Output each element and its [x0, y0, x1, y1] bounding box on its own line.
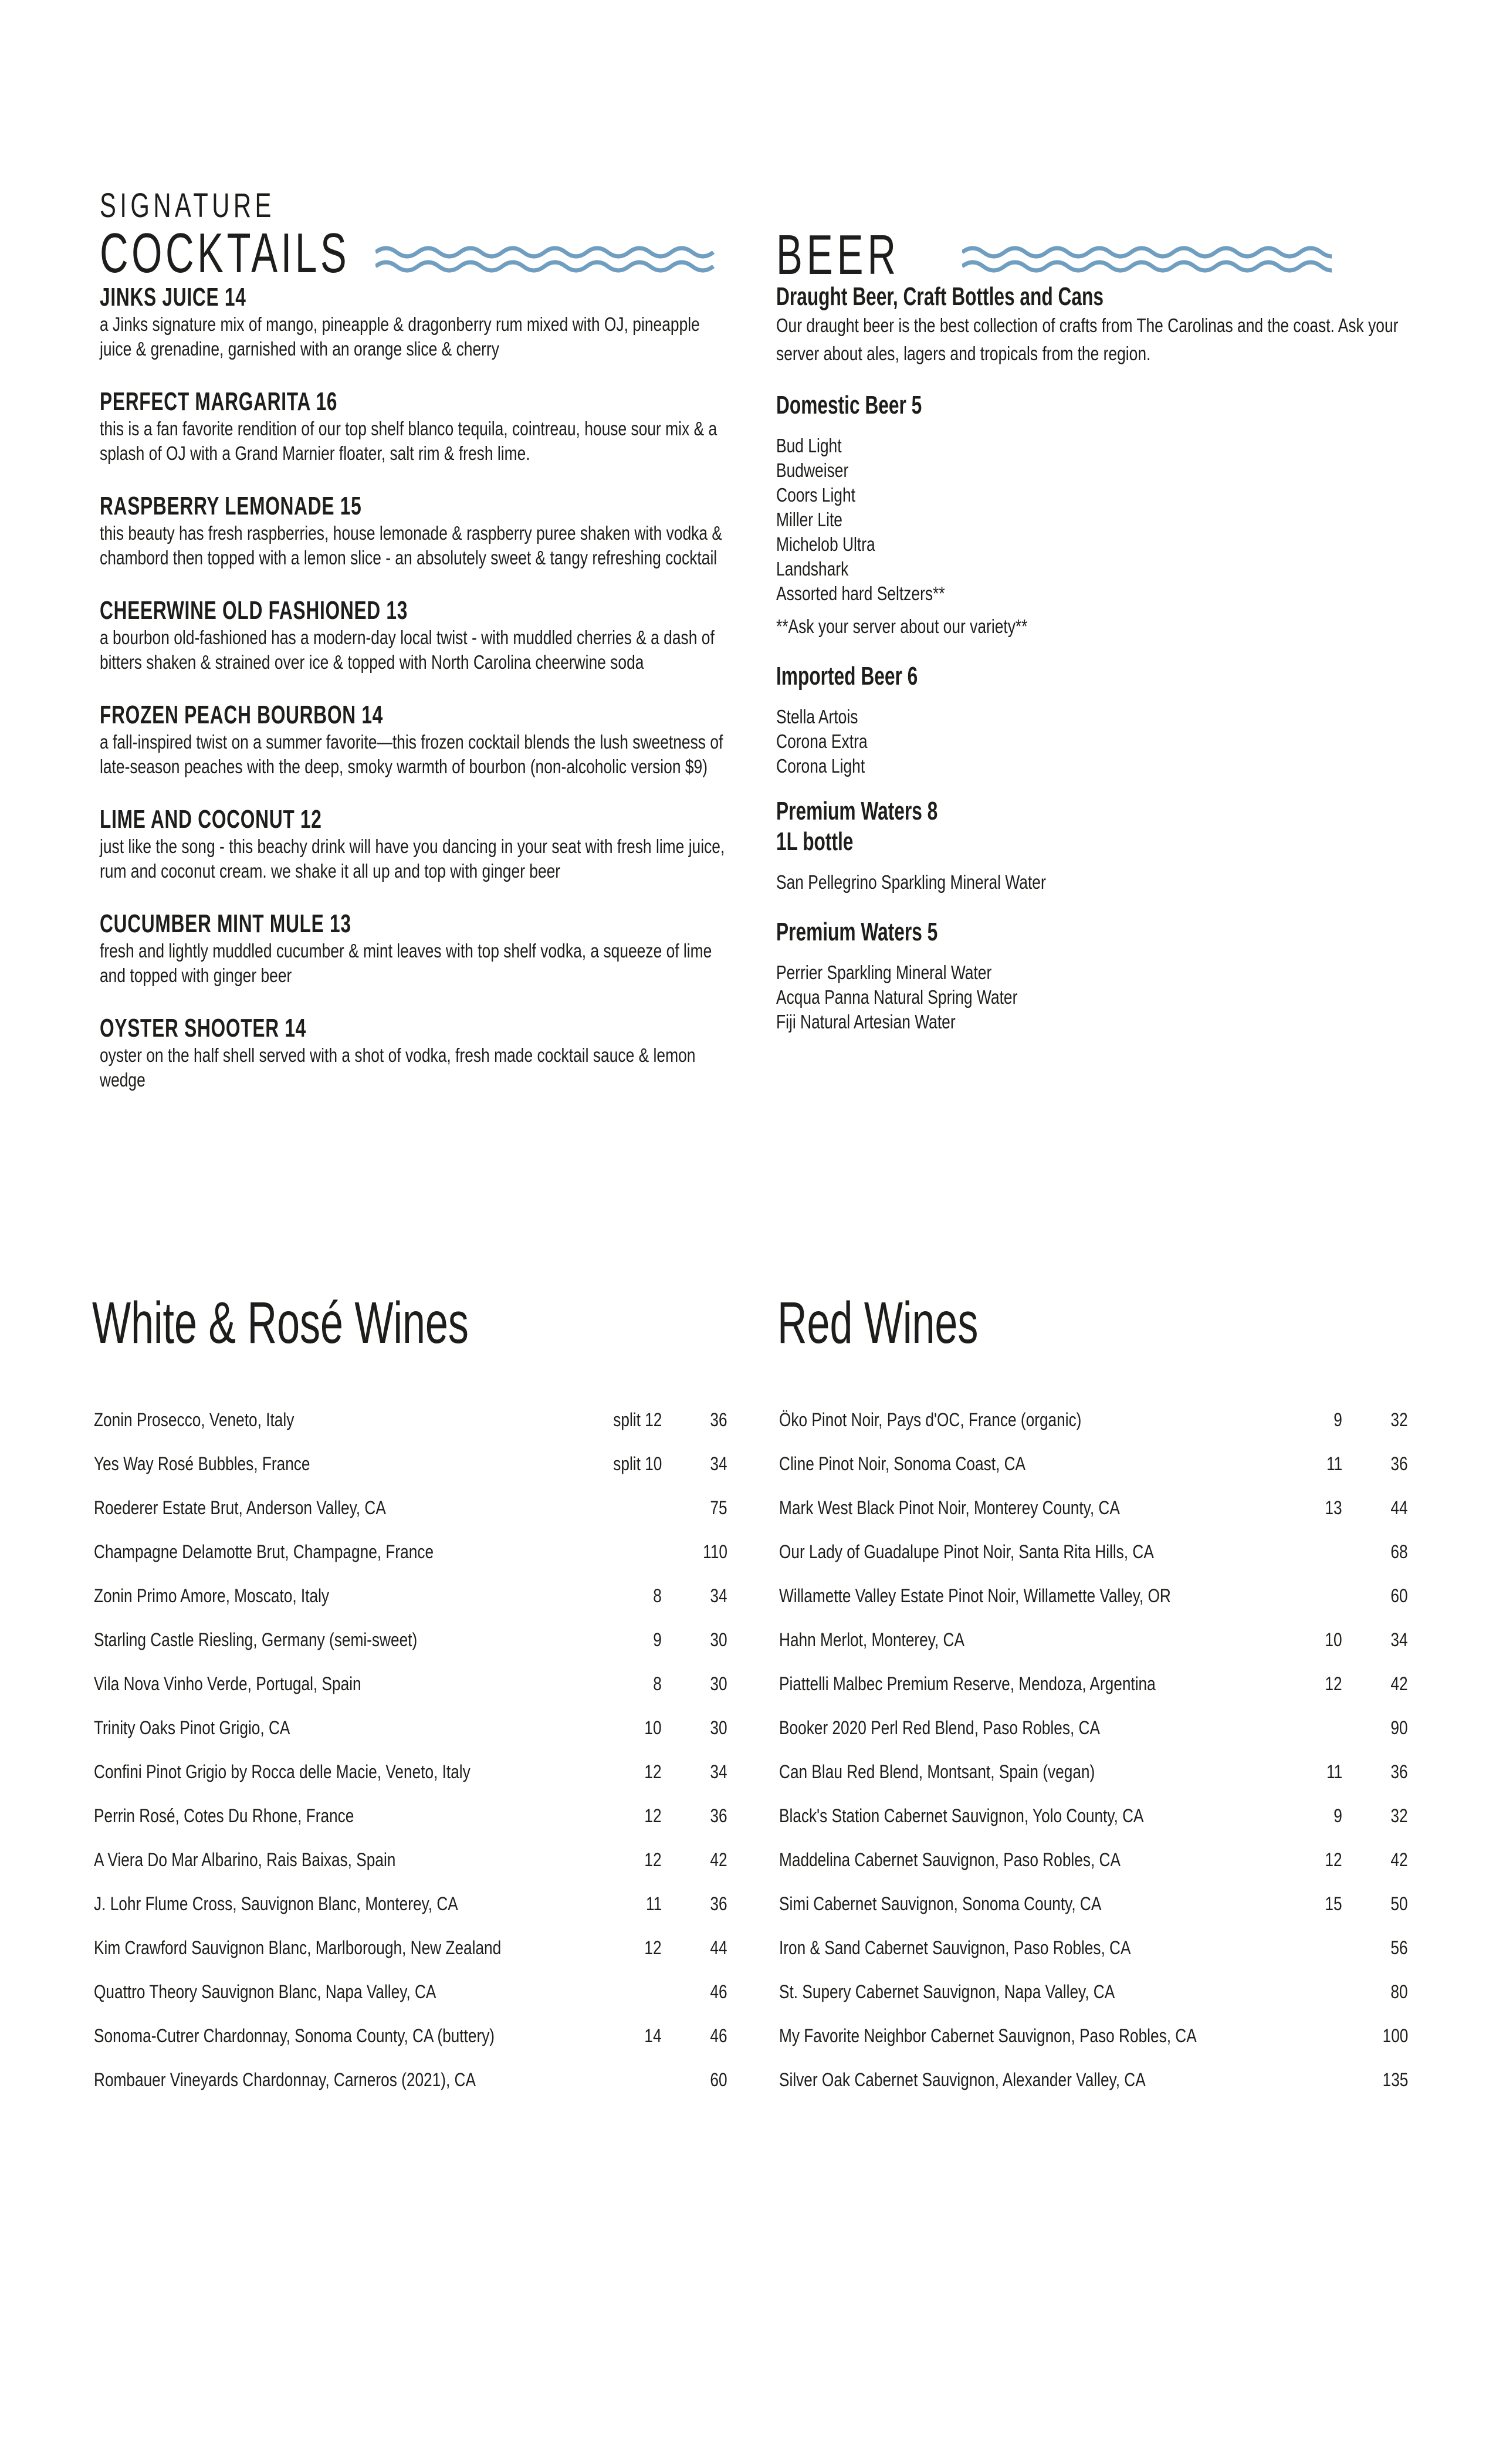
cocktail-name: OYSTER SHOOTER 14: [100, 1014, 307, 1043]
beer-list-item: Miller Lite: [776, 509, 842, 530]
cocktails-section: [100, 188, 733, 1118]
wine-name: Sonoma-Cutrer Chardonnay, Sonoma County, CA (buttery): [94, 2025, 495, 2046]
wine-glass-price: 12: [644, 1761, 662, 1782]
wine-name: Quattro Theory Sauvignon Blanc, Napa Valley, CA: [94, 1981, 436, 2002]
wine-name: Willamette Valley Estate Pinot Noir, Willamette Valley, OR: [779, 1585, 1171, 1606]
cocktail-item: [100, 596, 733, 675]
wine-bottle-price: 68: [1390, 1541, 1408, 1562]
beer-title: BEER: [776, 224, 900, 286]
domestic-beer-note: **Ask your server about our variety**: [776, 615, 1028, 637]
cocktail-item: [100, 1014, 733, 1092]
wine-bottle-price: 60: [1390, 1585, 1408, 1606]
wine-glass-price: 8: [653, 1673, 662, 1694]
wine-glass-price: 12: [1325, 1673, 1342, 1694]
wine-glass-price: 14: [644, 2025, 662, 2046]
wine-glass-price: 12: [1325, 1849, 1342, 1870]
wine-name: Piattelli Malbec Premium Reserve, Mendoza, Argentina: [779, 1673, 1156, 1694]
wine-glass-price: 9: [1333, 1409, 1342, 1430]
cocktail-name: FROZEN PEACH BOURBON 14: [100, 700, 384, 729]
wine-name: Champagne Delamotte Brut, Champagne, France: [94, 1541, 434, 1562]
wine-row: [94, 1408, 727, 1452]
wine-glass-price: 11: [645, 1893, 662, 1914]
wine-bottle-price: 36: [1390, 1453, 1408, 1474]
wine-row: [94, 1980, 727, 2024]
wine-name: Mark West Black Pinot Noir, Monterey County, CA: [779, 1497, 1120, 1518]
wine-bottle-price: 42: [1390, 1673, 1408, 1694]
wine-bottle-price: 36: [710, 1893, 727, 1914]
wine-name: Our Lady of Guadalupe Pinot Noir, Santa Rita Hills, CA: [779, 1541, 1154, 1562]
wine-bottle-price: 36: [710, 1805, 727, 1826]
cocktail-description: a bourbon old-fashioned has a modern-day local twist - with muddled cherries & a dash of bitters shaken & strained over ice & topped with North Carolina cheerwine soda: [100, 627, 715, 673]
beer-list-item: San Pellegrino Sparkling Mineral Water: [776, 871, 1046, 893]
cocktail-item: [100, 387, 733, 466]
wine-name: Starling Castle Riesling, Germany (semi-sweet): [94, 1629, 418, 1650]
cocktail-description: fresh and lightly muddled cucumber & mint leaves with top shelf vodka, a squeeze of lime and topped with ginger beer: [100, 940, 712, 986]
wine-bottle-price: 32: [1390, 1409, 1408, 1430]
domestic-beer-list: [776, 434, 1421, 606]
wine-name: Zonin Prosecco, Veneto, Italy: [94, 1409, 295, 1430]
wine-bottle-price: 34: [710, 1453, 727, 1474]
wine-name: Öko Pinot Noir, Pays d'OC, France (organic): [779, 1409, 1082, 1430]
premium-waters-list: [776, 960, 1421, 1034]
wine-bottle-price: 80: [1390, 1981, 1408, 2002]
wine-name: Can Blau Red Blend, Montsant, Spain (vegan): [779, 1761, 1095, 1782]
wine-row: [779, 2024, 1408, 2068]
wine-bottle-price: 44: [1390, 1497, 1408, 1518]
wine-row: [779, 1496, 1408, 1540]
wine-bottle-price: 46: [710, 2025, 727, 2046]
wine-bottle-price: 50: [1390, 1893, 1408, 1914]
wine-row: [779, 1408, 1408, 1452]
wine-bottle-price: 36: [1390, 1761, 1408, 1782]
wine-bottle-price: 60: [710, 2069, 727, 2090]
imported-beer-list: [776, 705, 1421, 779]
domestic-beer-heading: Domestic Beer 5: [776, 391, 922, 419]
beer-list-item: Fiji Natural Artesian Water: [776, 1011, 956, 1033]
wine-name: Hahn Merlot, Monterey, CA: [779, 1629, 964, 1650]
wine-row: [94, 1716, 727, 1760]
wine-bottle-price: 75: [710, 1497, 727, 1518]
cocktail-description: a Jinks signature mix of mango, pineapple & dragonberry rum mixed with OJ, pineapple juice & grenadine, garnished with an orange slice & cherry: [100, 313, 700, 360]
wine-glass-price: 10: [644, 1717, 662, 1738]
beer-list-item: Acqua Panna Natural Spring Water: [776, 986, 1018, 1008]
wine-bottle-price: 32: [1390, 1805, 1408, 1826]
beer-section: [776, 226, 1421, 1034]
wine-name: St. Supery Cabernet Sauvignon, Napa Valley, CA: [779, 1981, 1115, 2002]
beer-list-item: Stella Artois: [776, 706, 858, 727]
wine-name: Iron & Sand Cabernet Sauvignon, Paso Robles, CA: [779, 1937, 1131, 1958]
wine-bottle-price: 36: [710, 1409, 727, 1430]
cocktail-description: this beauty has fresh raspberries, house lemonade & raspberry puree shaken with vodka & chambord then topped with a lemon slice - an absolutely sweet & tangy refreshing cocktail: [100, 522, 722, 568]
wine-bottle-price: 90: [1390, 1717, 1408, 1738]
wine-row: [94, 1540, 727, 1584]
wine-row: [779, 1848, 1408, 1892]
wine-glass-price: 15: [1325, 1893, 1342, 1914]
wine-name: Rombauer Vineyards Chardonnay, Carneros (2021), CA: [94, 2069, 476, 2090]
beer-list-item: Coors Light: [776, 484, 856, 506]
wine-name: A Viera Do Mar Albarino, Rais Baixas, Spain: [94, 1849, 396, 1870]
wine-bottle-price: 30: [710, 1717, 727, 1738]
wine-name: Simi Cabernet Sauvignon, Sonoma County, CA: [779, 1893, 1102, 1914]
wine-row: [94, 2024, 727, 2068]
wine-name: Confini Pinot Grigio by Rocca delle Macie, Veneto, Italy: [94, 1761, 471, 1782]
wine-row: [779, 1584, 1408, 1628]
beer-list-item: Assorted hard Seltzers**: [776, 583, 945, 604]
wine-bottle-price: 34: [710, 1585, 727, 1606]
wine-row: [779, 1672, 1408, 1716]
beer-list-item: Michelob Ultra: [776, 533, 875, 555]
wine-row: [94, 1804, 727, 1848]
wine-name: Roederer Estate Brut, Anderson Valley, CA: [94, 1497, 386, 1518]
wine-row: [779, 1980, 1408, 2024]
cocktails-title-small: SIGNATURE: [100, 187, 275, 225]
wine-row: [94, 1452, 727, 1496]
wine-glass-price: 11: [1326, 1453, 1342, 1474]
wine-bottle-price: 44: [710, 1937, 727, 1958]
wine-name: Perrin Rosé, Cotes Du Rhone, France: [94, 1805, 354, 1826]
white-wines-table: [94, 1408, 727, 2112]
cocktail-item: [100, 283, 733, 361]
wine-name: Cline Pinot Noir, Sonoma Coast, CA: [779, 1453, 1026, 1474]
wine-bottle-price: 100: [1382, 2025, 1408, 2046]
wine-bottle-price: 42: [1390, 1849, 1408, 1870]
wine-bottle-price: 30: [710, 1673, 727, 1694]
wine-row: [779, 1540, 1408, 1584]
beer-list-item: Landshark: [776, 558, 849, 580]
wine-glass-price: 10: [1325, 1629, 1342, 1650]
cocktail-name: RASPBERRY LEMONADE 15: [100, 492, 362, 520]
wine-row: [779, 1804, 1408, 1848]
cocktail-description: just like the song - this beachy drink will have you dancing in your seat with fresh lime juice, rum and coconut cream. we shake it all up and top with ginger beer: [100, 835, 725, 882]
wine-name: Vila Nova Vinho Verde, Portugal, Spain: [94, 1673, 361, 1694]
wine-bottle-price: 34: [710, 1761, 727, 1782]
wine-row: [94, 1628, 727, 1672]
cocktail-name: JINKS JUICE 14: [100, 283, 246, 312]
beer-list-item: Budweiser: [776, 459, 849, 481]
wine-glass-price: 9: [653, 1629, 662, 1650]
wine-row: [94, 2068, 727, 2112]
beer-subtitle: Draught Beer, Craft Bottles and Cans: [776, 282, 1104, 311]
wine-name: Maddelina Cabernet Sauvignon, Paso Robles, CA: [779, 1849, 1121, 1870]
cocktails-title: COCKTAILS: [100, 222, 350, 285]
wine-row: [94, 1892, 727, 1936]
wine-bottle-price: 135: [1382, 2069, 1408, 2090]
wine-row: [779, 1716, 1408, 1760]
wine-glass-price: 9: [1333, 1805, 1342, 1826]
wine-name: Zonin Primo Amore, Moscato, Italy: [94, 1585, 330, 1606]
wine-row: [94, 1760, 727, 1804]
wine-glass-price: 8: [653, 1585, 662, 1606]
wine-bottle-price: 110: [703, 1541, 727, 1562]
wine-row: [779, 1892, 1408, 1936]
cocktail-description: this is a fan favorite rendition of our top shelf blanco tequila, cointreau, house sour mix & a splash of OJ with a Grand Marnier floater, salt rim & fresh lime.: [100, 418, 717, 464]
wine-glass-price: 11: [1326, 1761, 1342, 1782]
wine-name: Booker 2020 Perl Red Blend, Paso Robles, CA: [779, 1717, 1100, 1738]
wine-row: [94, 1672, 727, 1716]
imported-beer-heading: Imported Beer 6: [776, 662, 918, 691]
cocktail-name: PERFECT MARGARITA 16: [100, 387, 338, 416]
cocktail-item: [100, 492, 733, 570]
wine-name: Kim Crawford Sauvignon Blanc, Marlborough, New Zealand: [94, 1937, 502, 1958]
wine-glass-price: 12: [644, 1849, 662, 1870]
wine-glass-price: 12: [644, 1805, 662, 1826]
wine-glass-price: 13: [1325, 1497, 1342, 1518]
wine-name: Black's Station Cabernet Sauvignon, Yolo County, CA: [779, 1805, 1144, 1826]
premium-waters-1l-list: [776, 870, 1421, 895]
beer-list-item: Bud Light: [776, 435, 842, 456]
wine-glass-price: split 10: [612, 1453, 662, 1474]
wave-decoration-beer: [962, 241, 1332, 276]
cocktail-item: [100, 700, 733, 779]
wine-bottle-price: 46: [710, 1981, 727, 2002]
wine-glass-price: 12: [644, 1937, 662, 1958]
cocktail-description: a fall-inspired twist on a summer favorite—this frozen cocktail blends the lush sweetness of late-season peaches with the deep, smoky warmth of bourbon (non-alcoholic version $9): [100, 731, 723, 777]
premium-waters-1l-subheading: 1L bottle: [776, 827, 854, 856]
cocktail-name: CHEERWINE OLD FASHIONED 13: [100, 596, 408, 625]
wine-row: [94, 1848, 727, 1892]
cocktail-item: [100, 805, 733, 884]
red-wines-title: Red Wines: [777, 1290, 979, 1356]
wine-row: [94, 1936, 727, 1980]
cocktail-name: CUCUMBER MINT MULE 13: [100, 909, 351, 938]
wine-bottle-price: 56: [1390, 1937, 1408, 1958]
wine-row: [779, 1452, 1408, 1496]
wine-name: Yes Way Rosé Bubbles, France: [94, 1453, 310, 1474]
cocktail-description: oyster on the half shell served with a shot of vodka, fresh made cocktail sauce & lemon wedge: [100, 1044, 696, 1091]
wine-row: [779, 1628, 1408, 1672]
wine-glass-price: split 12: [612, 1409, 662, 1430]
cocktail-item: [100, 909, 733, 988]
cocktail-list: [100, 283, 733, 1092]
premium-waters-heading: Premium Waters 5: [776, 918, 938, 946]
wine-name: My Favorite Neighbor Cabernet Sauvignon, Paso Robles, CA: [779, 2025, 1197, 2046]
white-wines-title: White & Rosé Wines: [92, 1290, 469, 1356]
wine-bottle-price: 42: [710, 1849, 727, 1870]
wine-name: Silver Oak Cabernet Sauvignon, Alexander Valley, CA: [779, 2069, 1146, 2090]
beer-intro: Our draught beer is the best collection of crafts from The Carolinas and the coast. Ask your server about ales, lagers and tropicals from the region.: [776, 314, 1399, 364]
red-wines-table: [779, 1408, 1408, 2112]
wine-row: [779, 1760, 1408, 1804]
beer-list-item: Perrier Sparkling Mineral Water: [776, 962, 992, 983]
wine-bottle-price: 30: [710, 1629, 727, 1650]
wine-name: Trinity Oaks Pinot Grigio, CA: [94, 1717, 290, 1738]
cocktail-name: LIME AND COCONUT 12: [100, 805, 322, 834]
wine-row: [94, 1584, 727, 1628]
wine-row: [94, 1496, 727, 1540]
premium-waters-1l-heading: Premium Waters 8: [776, 797, 938, 825]
wine-bottle-price: 34: [1390, 1629, 1408, 1650]
wine-row: [779, 1936, 1408, 1980]
wave-decoration-cocktails: [375, 241, 716, 276]
beer-list-item: Corona Extra: [776, 730, 868, 752]
beer-list-item: Corona Light: [776, 755, 865, 777]
wine-row: [779, 2068, 1408, 2112]
wine-name: J. Lohr Flume Cross, Sauvignon Blanc, Monterey, CA: [94, 1893, 458, 1914]
